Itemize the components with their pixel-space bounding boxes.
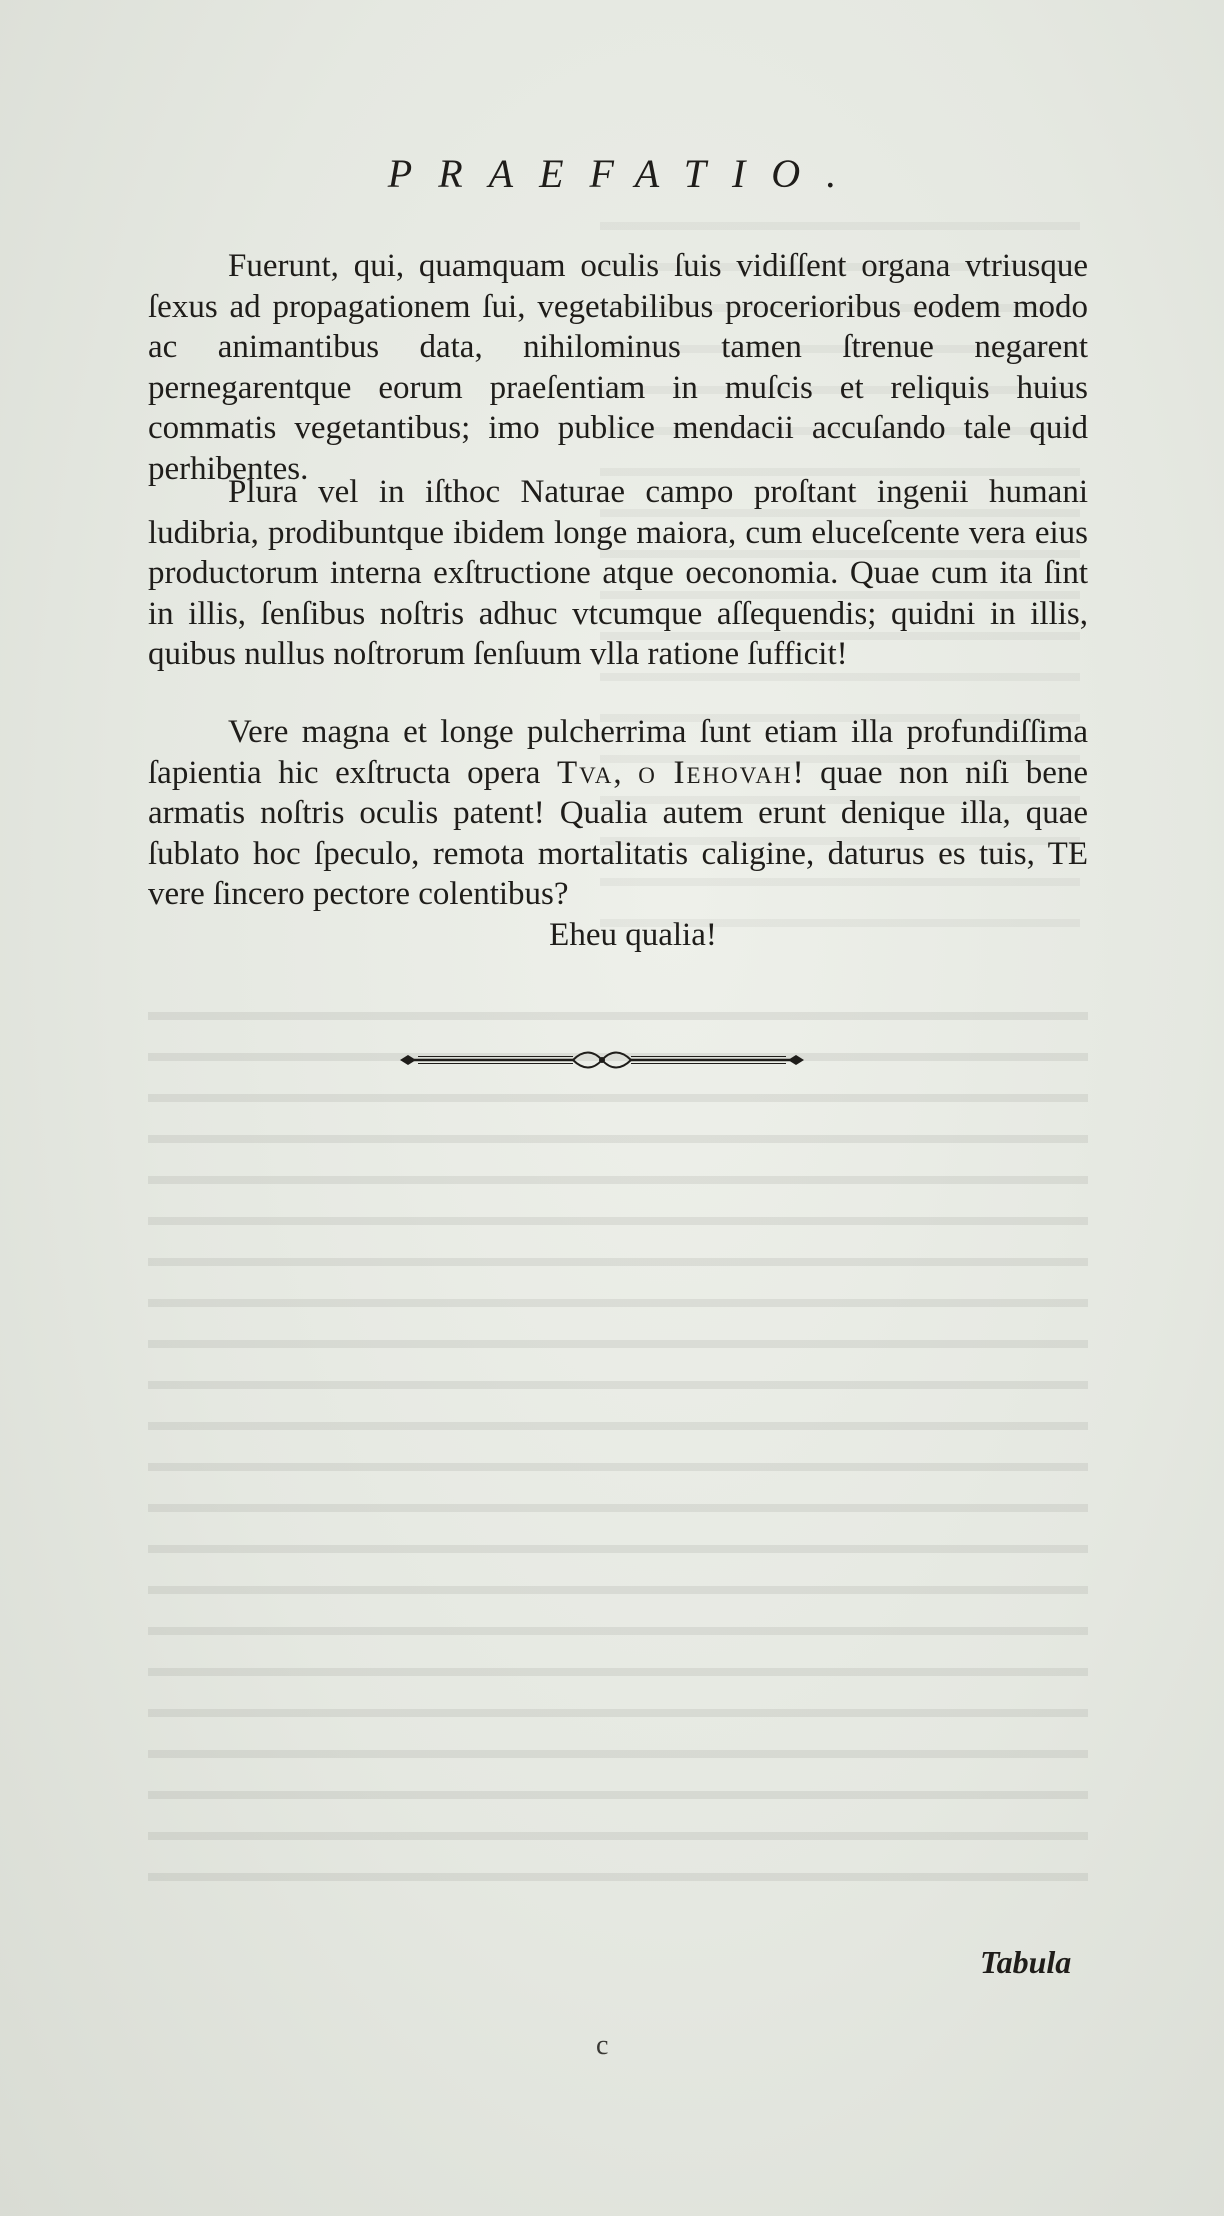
paragraph-3-segment-iehovah: Iehovah [673, 754, 793, 791]
page-title: PRAEFATIO. [387, 151, 863, 196]
paragraph-3-segment-o: o [638, 754, 657, 791]
signature-mark: c [596, 2030, 609, 2061]
show-through-text-lower [148, 990, 1088, 1910]
paragraph-1 [148, 246, 1088, 489]
paragraph-3-segment-rest: ! quae non niſi bene armatis noſtris oculis patent! Qualia autem erunt denique illa, quae ſublato hoc ſpeculo, remota mortalitatis caligine, daturus es tuis, TE vere ſincero pectore colentibus? [148, 754, 1089, 912]
paragraph-2-text: Plura vel in iſthoc Naturae campo proſtant ingenii humani ludibria, prodibuntque ibidem longe maiora, cum eluceſcente vera eius productorum interna exſtructione atque oeconomia. Quae cum ita ſint in illis, ſenſibus noſtris adhuc vtcumque aſſequendis; quidni in illis, quibus nullus noſtrorum ſenſuum vlla ratione ſufficit! [148, 474, 1088, 672]
paragraph-3-segment-space [657, 755, 674, 791]
paragraph-3-segment-comma: , [613, 754, 639, 791]
paragraph-3-text [148, 712, 1088, 955]
paragraph-3-closing: Eheu qualia! [549, 916, 717, 953]
paragraph-1-text: Fuerunt, qui, quamquam oculis ſuis vidiſſent organa vtriusque ſexus ad propagationem ſui, vegetabilibus procerioribus eodem modo ac animantibus data, nihilominus tamen ſtrenue negarent pernegarentque eorum praeſentiam in muſcis et reliquis huius commatis vegetantibus; imo publice mendacii accuſando tale quid perhibentes. [148, 248, 1088, 487]
paragraph-3-segment-1: Vere magna et longe pulcherrima ſunt etiam illa profundiſſima ſapientia hic exſtructa opera [148, 714, 1088, 791]
paragraph-3-segment-tva: Tva [556, 754, 614, 791]
catchword: Tabula [980, 1944, 1072, 1980]
paragraph-3 [148, 712, 1088, 955]
ornament-divider-icon [398, 1048, 806, 1072]
paragraph-2 [148, 472, 1088, 675]
